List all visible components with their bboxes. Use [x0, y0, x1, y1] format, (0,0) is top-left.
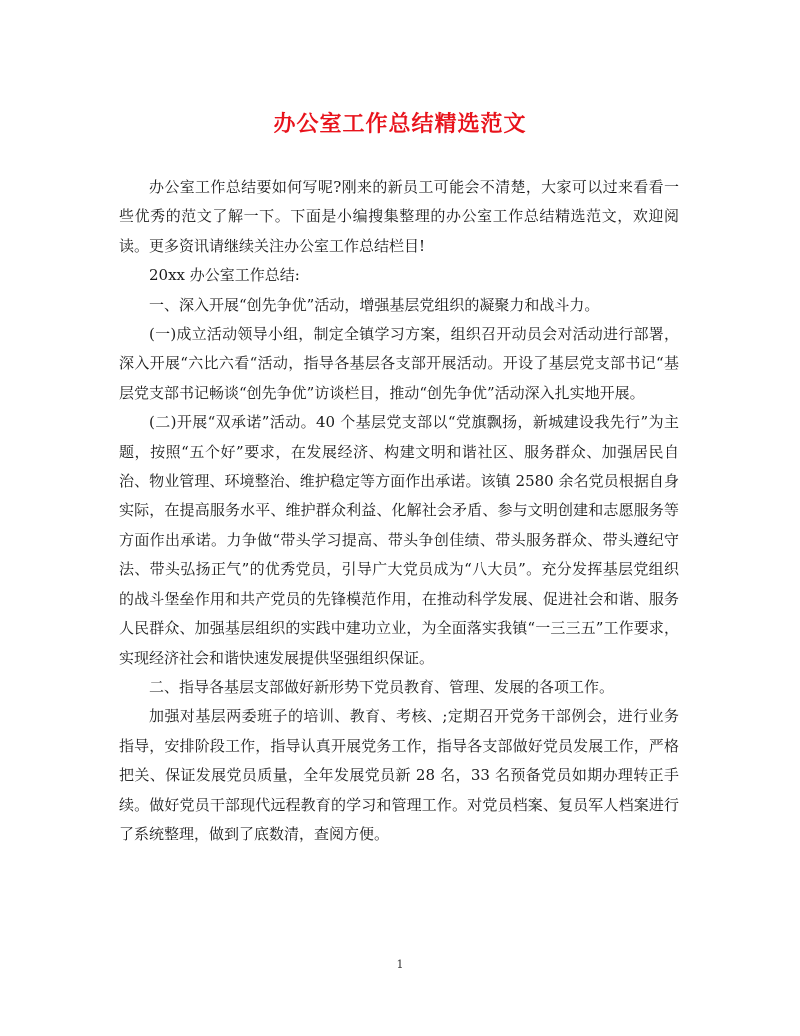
paragraph-item-one: (一)成立活动领导小组，制定全镇学习方案，组织召开动员会对活动进行部署，深入开展“六比六看“活动，指导各基层各支部开展活动。开设了基层党支部书记“基层党支部书记畅谈“创先争优”访谈栏目，推动“创先争优”活动深入扎实地开展。 — [119, 325, 679, 402]
summary-heading: 20xx 办公室工作总结: — [149, 266, 300, 285]
paragraph-section-two: 加强对基层两委班子的培训、教育、考核、;定期召开党务干部例会，进行业务指导，安排阶段工作，指导认真开展党务工作，指导各支部做好党员发展工作，严格把关、保证发展党员质量，全年发展党员新 28 名，33 名预备党员如期办理转正手续。做好党员干部现代远程教育的学习和管理工作。对党员档案、复员军人档案进行了系统整理，做到了底数清，查阅方便。 — [119, 707, 679, 843]
document-title: 办公室工作总结精选范文 — [273, 111, 527, 137]
section-one-heading: 一、深入开展“创先争优”活动，增强基层党组织的凝聚力和战斗力。 — [149, 295, 600, 314]
page-number: 1 — [396, 958, 404, 971]
document-body — [119, 173, 679, 849]
section-two-heading: 二、指导各基层支部做好新形势下党员教育、管理、发展的各项工作。 — [149, 677, 615, 696]
paragraph-item-two: (二)开展“双承诺”活动。40 个基层党支部以“党旗飘扬，新城建设我先行”为主题，按照“五个好”要求，在发展经济、构建文明和谐社区、服务群众、加强居民自治、物业管理、环境整治、维护稳定等方面作出承诺。该镇 2580 余名党员根据自身实际，在提高服务水平、维护群众利益、化解社会矛盾、参与文明创建和志愿服务等方面作出承诺。力争做“带头学习提高、带头争创佳绩、带头服务群众、带头遵纪守法、带头弘扬正气”的优秀党员，引导广大党员成为“八大员”。充分发挥基层党组织的战斗堡垒作用和共产党员的先锋模范作用，在推动科学发展、促进社会和谐、服务人民群众、加强基层组织的实践中建功立业，为全面落实我镇“一三三五”工作要求，实现经济社会和谐快速发展提供坚强组织保证。 — [119, 413, 679, 667]
intro-paragraph: 办公室工作总结要如何写呢?刚来的新员工可能会不清楚，大家可以过来看看一些优秀的范文了解一下。下面是小编搜集整理的办公室工作总结精选范文，欢迎阅读。更多资讯请继续关注办公室工作总结栏目! — [119, 178, 679, 255]
